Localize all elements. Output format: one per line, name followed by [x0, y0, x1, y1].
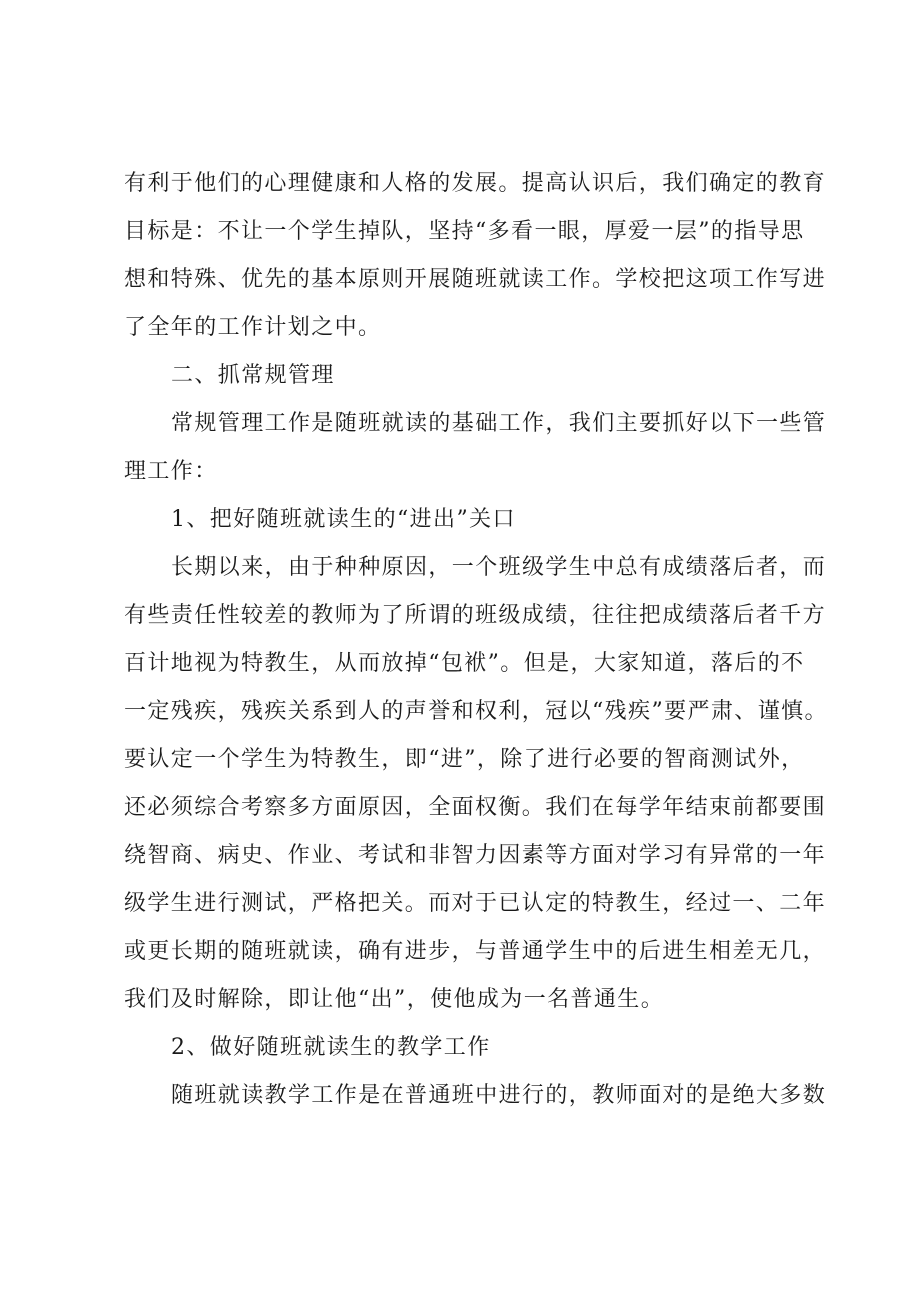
subsection-heading: 2、做好随班就读生的教学工作 [171, 1035, 491, 1060]
paragraph-start: 长期以来，由于种种原因，一个班级学生中总有成绩落后者，而 [171, 555, 827, 580]
body-line: 一定残疾，残疾关系到人的声誉和权利，冠以“残疾”要严肃、谨慎。 [124, 699, 828, 724]
body-line: 想和特殊、优先的基本原则开展随班就读工作。学校把这项工作写进 [124, 267, 827, 292]
body-line: 我们及时解除，即让他“出”，使他成为一名普通生。 [124, 987, 665, 1012]
body-line: 绕智商、病史、作业、考试和非智力因素等方面对学习有异常的一年 [124, 843, 827, 868]
body-line: 还必须综合考察多方面原因，全面权衡。我们在每学年结束前都要围 [124, 795, 827, 820]
section-heading: 二、抓常规管理 [171, 363, 335, 388]
body-line: 了全年的工作计划之中。 [124, 315, 382, 340]
body-line: 有利于他们的心理健康和人格的发展。提高认识后，我们确定的教育 [124, 171, 827, 196]
body-line: 要认定一个学生为特教生，即“进”，除了进行必要的智商测试外， [124, 747, 805, 772]
paragraph-start: 常规管理工作是随班就读的基础工作，我们主要抓好以下一些管 [171, 411, 827, 436]
body-line: 或更长期的随班就读，确有进步，与普通学生中的后进生相差无几， [124, 939, 827, 964]
paragraph-start: 随班就读教学工作是在普通班中进行的，教师面对的是绝大多数 [171, 1083, 827, 1108]
body-line: 目标是：不让一个学生掉队，坚持“多看一眼，厚爱一层”的指导思 [124, 219, 805, 244]
subsection-heading: 1、把好随班就读生的“进出”关口 [171, 507, 516, 532]
body-line: 级学生进行测试，严格把关。而对于已认定的特教生，经过一、二年 [124, 891, 827, 916]
document-body [124, 160, 828, 1120]
body-line: 有些责任性较差的教师为了所谓的班级成绩，往往把成绩落后者千方 [124, 603, 827, 628]
body-line: 理工作： [124, 459, 218, 484]
body-line: 百计地视为特教生，从而放掉“包袱”。但是，大家知道，落后的不 [124, 651, 805, 676]
